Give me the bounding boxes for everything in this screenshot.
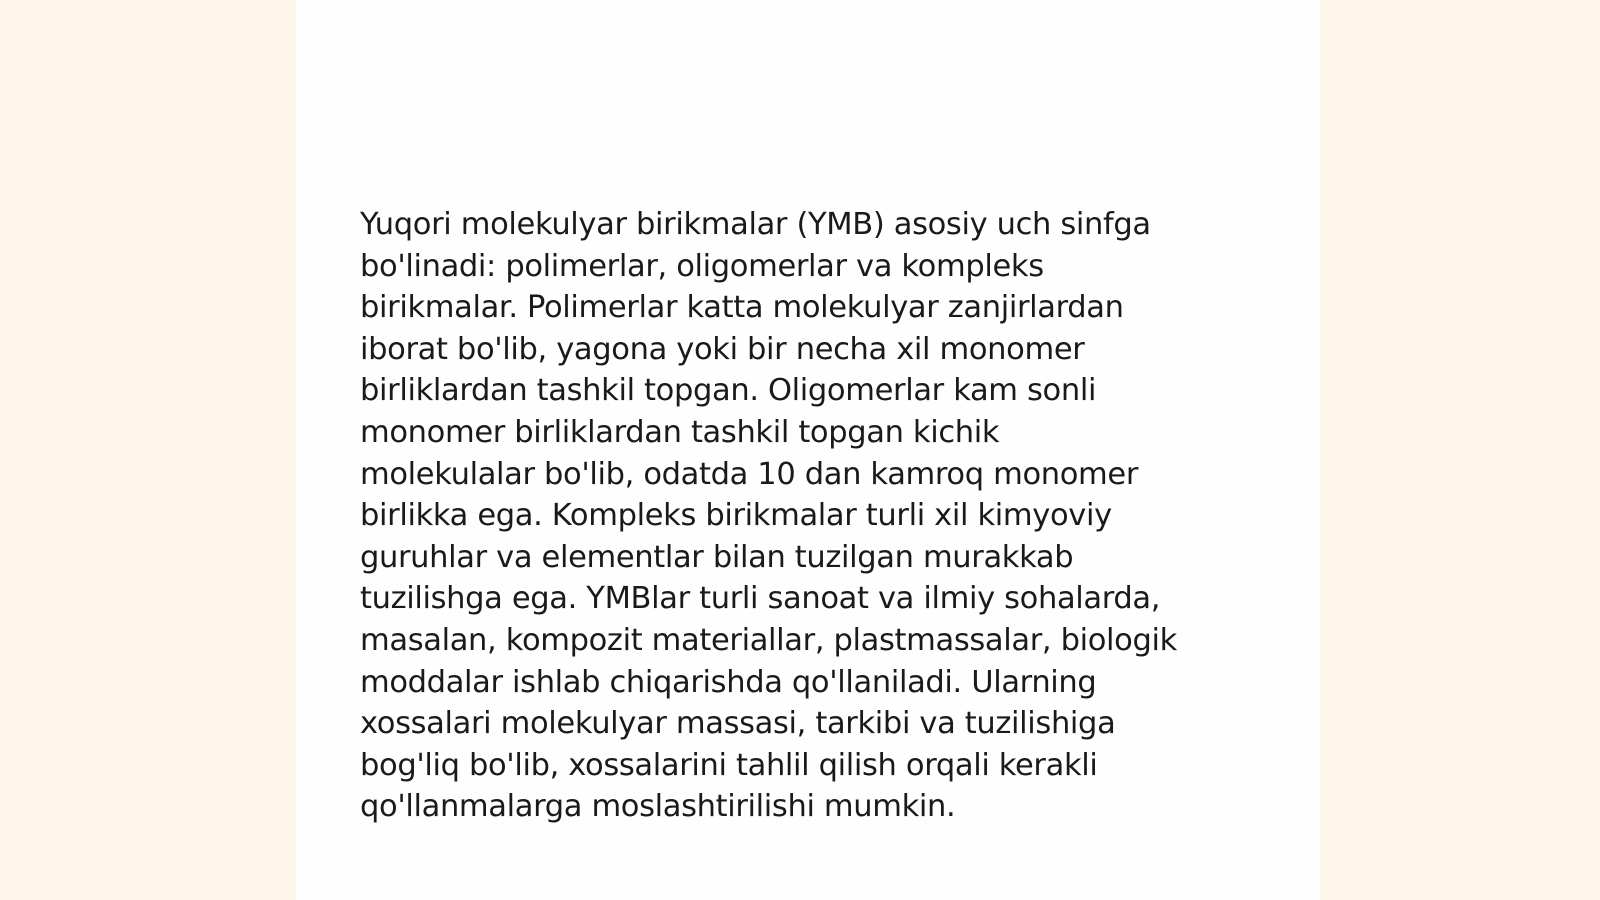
body-paragraph: Yuqori molekulyar birikmalar (YMB) asosiy uch sinfga bo'linadi: polimerlar, oligomerlar va kompleks birikmalar. Polimerlar katta molekulyar zanjirlardan iborat bo'lib, yagona yoki bir necha xil monomer birliklardan tashkil topgan. Oligomerlar kam sonli monomer birliklardan tashkil topgan kichik molekulalar bo'lib, odatda 10 dan kamroq monomer birlikka ega. Kompleks birikmalar turli xil kimyoviy guruhlar va elementlar bilan tuzilgan murakkab tuzilishga ega. YMBlar turli sanoat va ilmiy sohalarda, masalan, kompozit materiallar, plastmassalar, biologik moddalar ishlab chiqarishda qo'llaniladi. Ularning xossalari molekulyar massasi, tarkibi va tuzilishiga bog'liq bo'lib, xossalarini tahlil qilish orqali kerakli qo'llanmalarga moslashtirilishi mumkin. [360, 207, 1177, 825]
document-page [296, 0, 1320, 900]
